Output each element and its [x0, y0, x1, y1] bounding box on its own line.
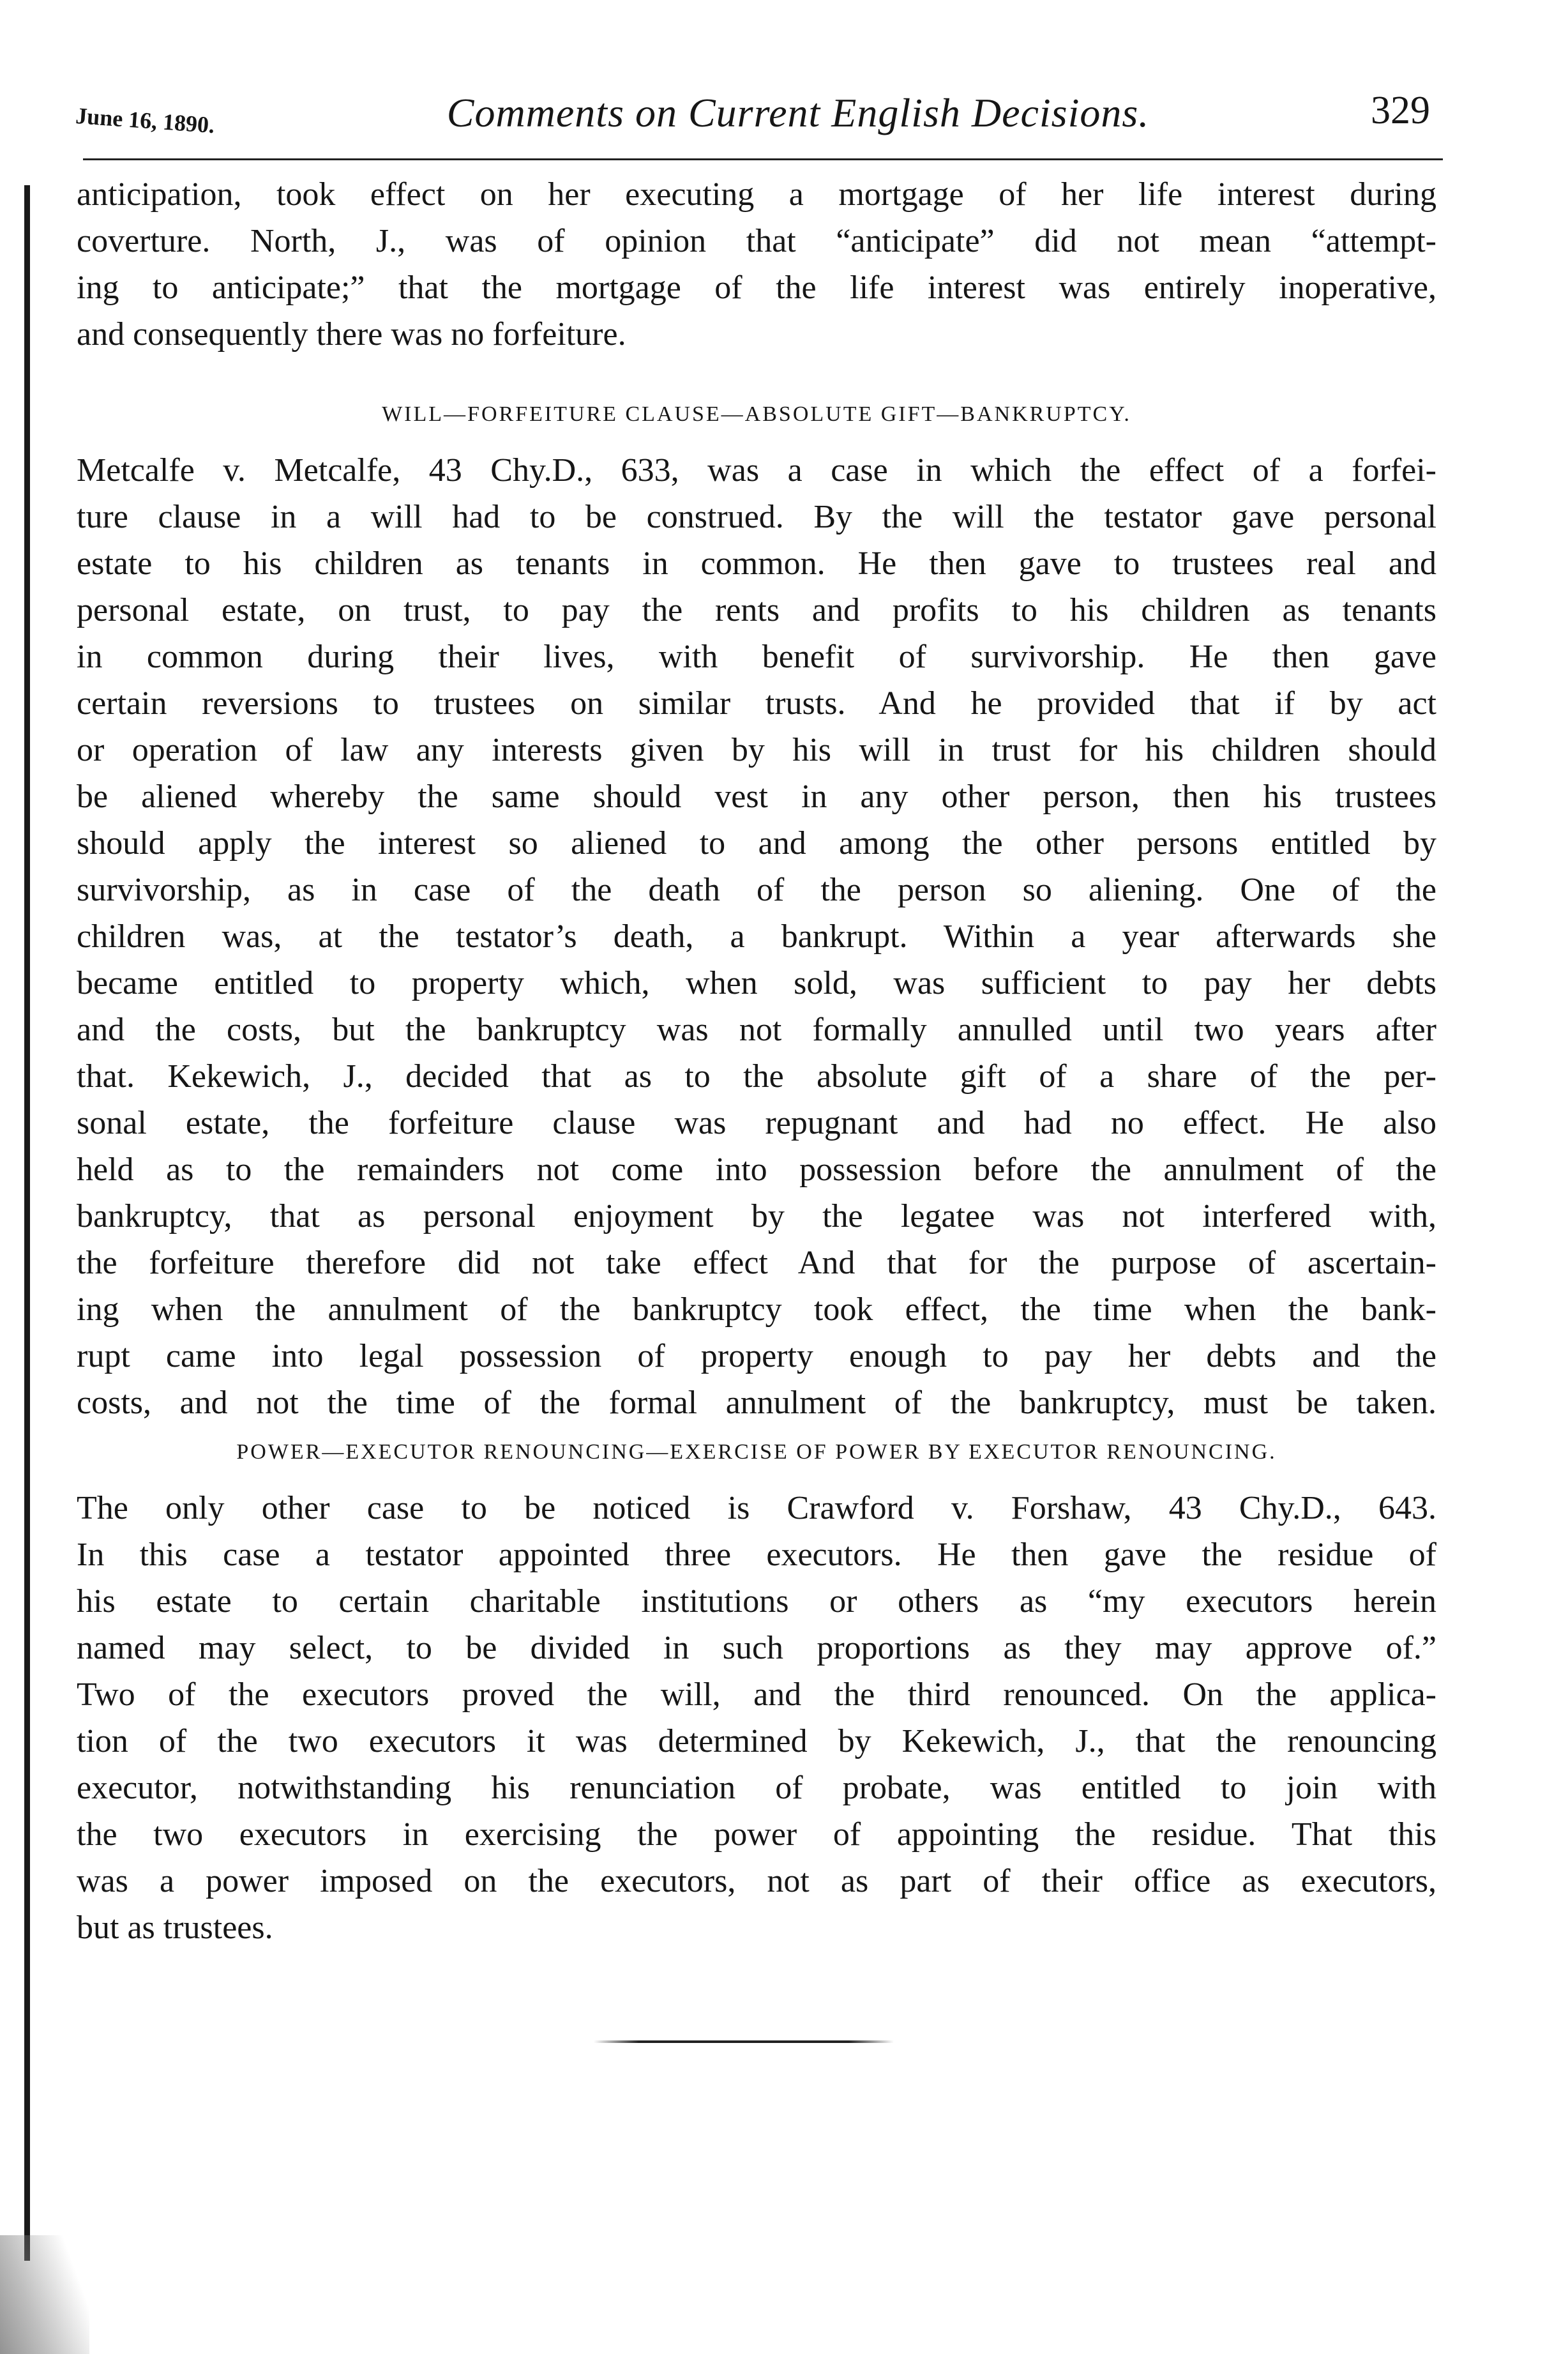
- section-heading-will-forfeiture: WILL—FORFEITURE CLAUSE—ABSOLUTE GIFT—BANKRUPTCY.: [382, 402, 1131, 426]
- text-line: children was, at the testator’s death, a bankrupt. Within a year afterwards she: [77, 918, 1436, 955]
- text-line: sonal estate, the forfeiture clause was repugnant and had no effect. He also: [77, 1105, 1436, 1141]
- text-line: held as to the remainders not come into possession before the annulment of the: [77, 1151, 1436, 1188]
- running-head-date: June 16, 1890.: [75, 102, 216, 139]
- text-line: costs, and not the time of the formal annulment of the bankruptcy, must be taken.: [77, 1385, 1436, 1421]
- text-line: or operation of law any interests given by his will in trust for his children should: [77, 732, 1436, 768]
- text-line: The only other case to be noticed is Crawford v. Forshaw, 43 Chy.D., 643.: [77, 1490, 1436, 1526]
- text-line: named may select, to be divided in such proportions as they may approve of.”: [77, 1630, 1436, 1666]
- text-line: anticipation, took effect on her executing a mortgage of her life interest during: [77, 176, 1436, 213]
- text-line: executor, notwithstanding his renunciation of probate, was entitled to join with: [77, 1770, 1436, 1806]
- section-2-paragraph: [77, 1485, 1436, 1951]
- text-line: survivorship, as in case of the death of the person so aliening. One of the: [77, 872, 1436, 908]
- text-line: should apply the interest so aliened to and among the other persons entitled by: [77, 825, 1436, 862]
- running-head-title: Comments on Current English Decisions.: [446, 90, 1150, 135]
- text-line: that. Kekewich, J., decided that as to the absolute gift of a share of the per-: [77, 1058, 1436, 1095]
- section-heading-power-executor: POWER—EXECUTOR RENOUNCING—EXERCISE OF POWER BY EXECUTOR RENOUNCING.: [236, 1440, 1277, 1464]
- text-line: ture clause in a will had to be construed. By the will the testator gave personal: [77, 499, 1436, 535]
- opening-paragraph: [77, 171, 1436, 358]
- text-line: estate to his children as tenants in common. He then gave to trustees real and: [77, 545, 1436, 582]
- page-number: 329: [1371, 89, 1430, 132]
- text-line: his estate to certain charitable institutions or others as “my executors herein: [77, 1583, 1436, 1620]
- text-line: rupt came into legal possession of property enough to pay her debts and the: [77, 1338, 1436, 1374]
- section-1-paragraph: [77, 447, 1436, 1426]
- text-line: and the costs, but the bankruptcy was not formally annulled until two years after: [77, 1012, 1436, 1048]
- binding-corner-shadow: [0, 2235, 89, 2354]
- text-line: and consequently there was no forfeiture.: [77, 316, 626, 353]
- header-rule: [83, 158, 1443, 160]
- text-line: In this case a testator appointed three executors. He then gave the residue of: [77, 1537, 1436, 1573]
- text-line: the two executors in exercising the power of appointing the residue. That this: [77, 1816, 1436, 1853]
- text-line: became entitled to property which, when sold, was sufficient to pay her debts: [77, 965, 1436, 1001]
- text-line: the forfeiture therefore did not take effect And that for the purpose of ascertain-: [77, 1245, 1436, 1281]
- text-line: be aliened whereby the same should vest in any other person, then his trustees: [77, 778, 1436, 815]
- text-line: certain reversions to trustees on similar trusts. And he provided that if by act: [77, 685, 1436, 722]
- text-line: Two of the executors proved the will, and the third renounced. On the applica-: [77, 1676, 1436, 1713]
- end-ornament-rule: [594, 2040, 894, 2043]
- text-line: Metcalfe v. Metcalfe, 43 Chy.D., 633, was a case in which the effect of a forfei-: [77, 452, 1436, 489]
- text-line: but as trustees.: [77, 1910, 273, 1946]
- text-line: ing to anticipate;” that the mortgage of the life interest was entirely inoperative,: [77, 270, 1436, 306]
- text-line: ing when the annulment of the bankruptcy took effect, the time when the bank-: [77, 1291, 1436, 1328]
- text-line: bankruptcy, that as personal enjoyment by the legatee was not interfered with,: [77, 1198, 1436, 1234]
- text-line: coverture. North, J., was of opinion that “anticipate” did not mean “attempt-: [77, 223, 1436, 259]
- text-line: was a power imposed on the executors, not as part of their office as executors,: [77, 1863, 1436, 1899]
- running-head: [77, 77, 1443, 147]
- binding-edge-shadow: [24, 185, 30, 2261]
- text-line: personal estate, on trust, to pay the rents and profits to his children as tenants: [77, 592, 1436, 628]
- text-line: in common during their lives, with benefit of survivorship. He then gave: [77, 639, 1436, 675]
- text-line: tion of the two executors it was determined by Kekewich, J., that the renouncing: [77, 1723, 1436, 1759]
